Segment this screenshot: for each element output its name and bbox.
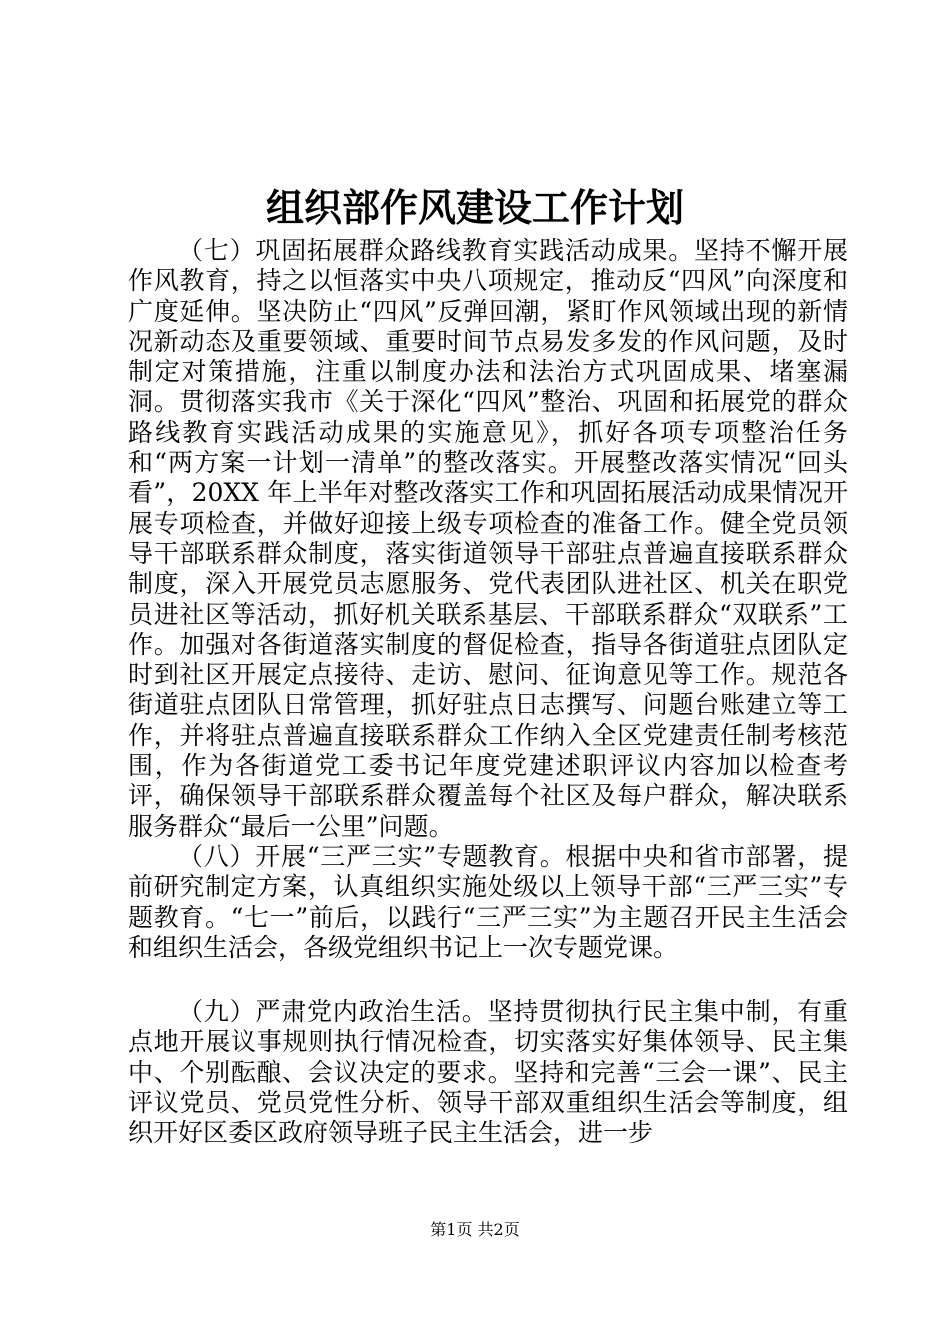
paragraph-nine: （九）严肃党内政治生活。坚持贯彻执行民主集中制，有重点地开展议事规则执行情况检查，切实落实好集体领导、民主集中、个别酝酿、会议决定的要求。坚持和完善“三会一课”、民主评议党员、党员党性分析、领导干部双重组织生活会等制度，组织开好区委区政府领导班子民主生活会，进一步 [128, 997, 848, 1148]
page-number: 第1页 共2页 [430, 1220, 520, 1239]
paragraph-eight: （八）开展“三严三实”专题教育。根据中央和省市部署，提前研究制定方案，认真组织实施处级以上领导干部“三严三实”专题教育。“七一”前后，以践行“三严三实”为主题召开民主生活会和组织生活会，各级党组织书记上一次专题党课。 [128, 841, 848, 962]
document-title: 组织部作风建设工作计划 [265, 185, 684, 230]
paragraph-seven: （七）巩固拓展群众路线教育实践活动成果。坚持不懈开展作风教育，持之以恒落实中央八项规定，推动反“四风”向深度和广度延伸。坚决防止“四风”反弹回潮，紧盯作风领域出现的新情况新动态及重要领域、重要时间节点易发多发的作风问题，及时制定对策措施，注重以制度办法和法治方式巩固成果、堵塞漏洞。贯彻落实我市《关于深化“四风”整治、巩固和拓展党的群众路线教育实践活动成果的实施意见》，抓好各项专项整治任务和“两方案一计划一清单”的整改落实。开展整改落实情况“回头看”，20XX 年上半年对整改落实工作和巩固拓展活动成果情况开展专项检查，并做好迎接上级专项检查的准备工作。健全党员领导干部联系群众制度，落实街道领导干部驻点普遍直接联系群众制度，深入开展党员志愿服务、党代表团队进社区、机关在职党员进社区等活动，抓好机关联系基层、干部联系群众“双联系”工作。加强对各街道落实制度的督促检查，指导各街道驻点团队定时到社区开展定点接待、走访、慰问、征询意见等工作。规范各街道驻点团队日常管理，抓好驻点日志撰写、问题台账建立等工作，并将驻点普遍直接联系群众工作纳入全区党建责任制考核范围，作为各街道党工委书记年度党建述职评议内容加以检查考评，确保领导干部联系群众覆盖每个社区及每户群众，解决联系服务群众“最后一公里”问题。 [128, 236, 848, 841]
document-body [128, 236, 848, 1149]
